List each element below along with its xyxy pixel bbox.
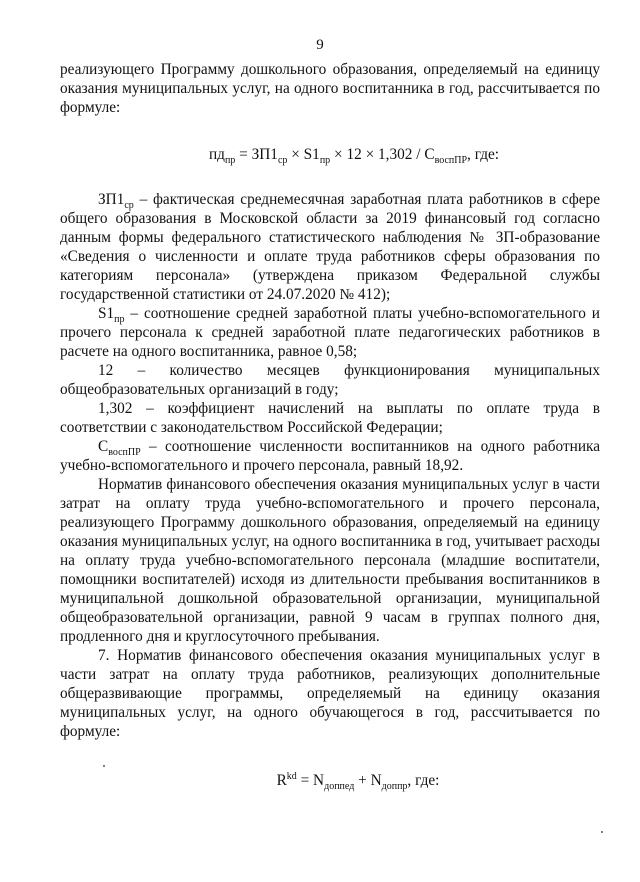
definition-s1: $S1_{пр}$ – соотношение средней заработной платы учебно-вспомогательного и прочего персонала к средней заработной плате педагогических работников в расчете на одного воспитанника, равное 0,58; xyxy=(60,305,600,360)
definition-zp1: $ЗП1_{ср}$ – фактическая среднемесячная заработная плата работников в сфере общего образования в Московской области за 2019 финансовый год согласно данным формы федерального статистического наблюдения № ЗП-образование «Сведения о численности и оплате труда работников сферы образования по категориям персонала» (утверждена приказом Федеральной службы государственной статистики от 24.07.2020 № 412); xyxy=(60,191,600,303)
page-number: 9 xyxy=(316,37,324,53)
scan-speck xyxy=(601,831,603,833)
document-body xyxy=(60,60,600,793)
formula-pd: $пд_{пр} = ЗП1_{ср} \times S1_{пр} \times 12 \times 1,302 / C_{воспПР}$, где: xyxy=(208,146,500,167)
definition-12: 12 – количество месяцев функционирования муниципальных общеобразовательных организаций в году; xyxy=(60,362,600,398)
definition-1302: 1,302 – коэффициент начислений на выплаты по оплате труда в соответствии с законодательством Российской Федерации; xyxy=(60,400,600,436)
scan-speck xyxy=(103,765,105,767)
norm-paragraph: Норматив финансового обеспечения оказания муниципальных услуг в части затрат на оплату труда учебно-вспомогательного и прочего персонала, реализующего Программу дошкольного образования, определяемый на единицу оказания муниципальных услуг, на одного воспитанника в год, учитывает расходы на оплату труда учебно-вспомогательного персонала (младшие воспитатели, помощники воспитателей) исходя из длительности пребывания воспитанников в муниципальной дошкольной образовательной организации, муниципальной общеобразовательной организации, равной 9 часам в группах полного дня, продленного дня и круглосуточного пребывания. xyxy=(60,476,600,645)
definition-c: $C_{воспПР}$ – соотношение численности воспитанников на одного работника учебно-вспомогательного и прочего персонала, равный 18,92. xyxy=(60,438,600,474)
formula-pd-symbol: пд xyxy=(208,146,225,163)
intro-paragraph: реализующего Программу дошкольного образования, определяемый на единицу оказания муниципальных услуг, на одного воспитанника в год, рассчитывается по формуле: xyxy=(60,61,600,116)
formula-rkd: $R^{kd} = N_{доппед} + N_{доппр}$, где: xyxy=(276,770,440,793)
section-7-paragraph: 7. Норматив финансового обеспечения оказания муниципальных услуг в части затрат на оплату труда работников, реализующих дополнительные общеразвивающие программы, определяемый на единицу оказания муниципальных услуг, на одного обучающегося в год, рассчитывается по формуле: xyxy=(60,647,600,740)
